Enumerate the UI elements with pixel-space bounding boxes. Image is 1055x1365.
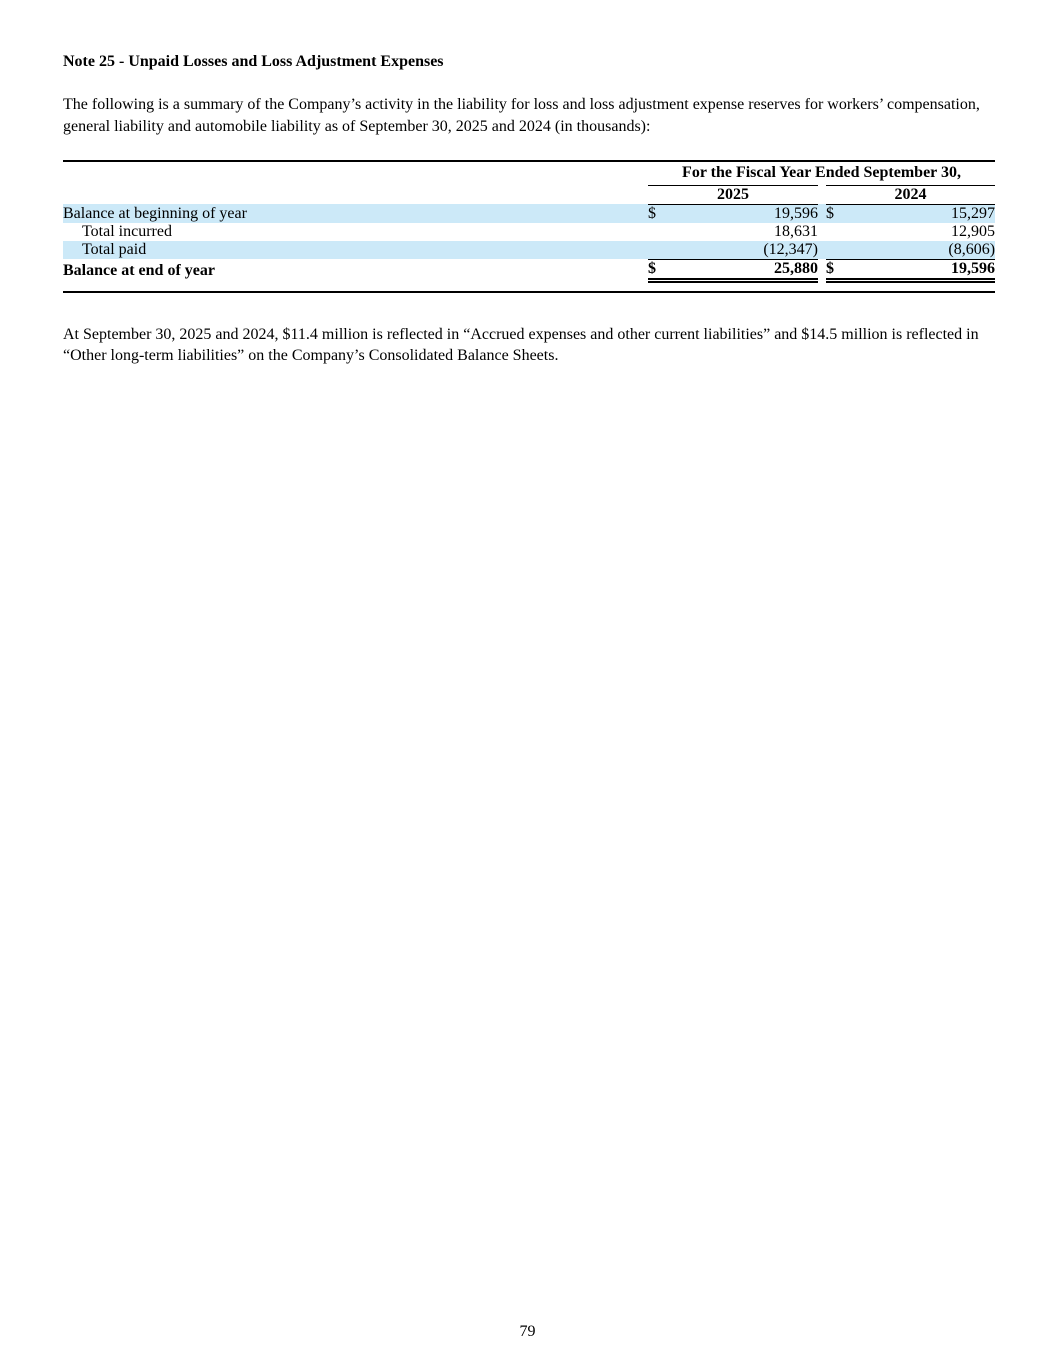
currency-symbol: [826, 223, 852, 241]
spacer-cell: [818, 223, 826, 241]
spacer-cell: [818, 185, 826, 204]
reserves-table-container: [63, 160, 995, 293]
currency-symbol: $: [648, 204, 674, 223]
row-label: Balance at beginning of year: [63, 204, 648, 223]
intro-paragraph: The following is a summary of the Company’s activity in the liability for loss and loss adjustment expense reserves for workers’ compensation, general liability and automobile liability as of September 30, 2025 and 2024 (in thousands):: [63, 96, 980, 135]
table-row-balance-end: [63, 259, 995, 280]
currency-symbol: [826, 241, 852, 260]
note-title: Note 25 - Unpaid Losses and Loss Adjustment Expenses: [63, 53, 444, 70]
value-2024: 12,905: [951, 222, 996, 240]
table-row-total-paid: [63, 241, 995, 260]
year-header-row: [63, 185, 995, 204]
table-row-total-incurred: [63, 223, 995, 241]
currency-symbol: $: [826, 259, 852, 280]
fiscal-year-header: For the Fiscal Year Ended September 30,: [682, 164, 961, 181]
value-2025: 25,880: [674, 259, 818, 280]
value-2025: 19,596: [674, 204, 818, 223]
currency-symbol: [648, 241, 674, 260]
value-2024: (8,606): [852, 241, 995, 260]
footnote-paragraph: At September 30, 2025 and 2024, $11.4 million is reflected in “Accrued expenses and other current liabilities” and $14.5 million is reflected in “Other long-term liabilities” on the Company’s Consolidated Balance Sheets.: [63, 325, 979, 364]
page-content: [0, 0, 1055, 367]
value-2025: (12,347): [674, 241, 818, 260]
currency-symbol: $: [648, 259, 674, 280]
currency-symbol: [648, 223, 674, 241]
value-2024: 19,596: [852, 259, 995, 280]
column-header-2025: 2025: [648, 185, 818, 204]
row-label: Balance at end of year: [63, 262, 215, 279]
page-number: 79: [519, 1323, 536, 1340]
row-label: Total paid: [63, 241, 648, 260]
value-2024: 15,297: [852, 204, 995, 223]
fiscal-year-header-row: [63, 164, 995, 182]
spacer-cell: [63, 164, 648, 182]
table-row-balance-beginning: [63, 204, 995, 223]
column-header-2024: 2024: [826, 185, 995, 204]
spacer-cell: [818, 204, 826, 223]
currency-symbol: $: [826, 204, 852, 223]
spacer-cell: [63, 185, 648, 204]
reserves-table: [63, 164, 995, 283]
value-2025: 18,631: [774, 222, 818, 240]
spacer-cell: [818, 241, 826, 260]
spacer-cell: [818, 259, 826, 280]
row-label: Total incurred: [82, 222, 172, 240]
